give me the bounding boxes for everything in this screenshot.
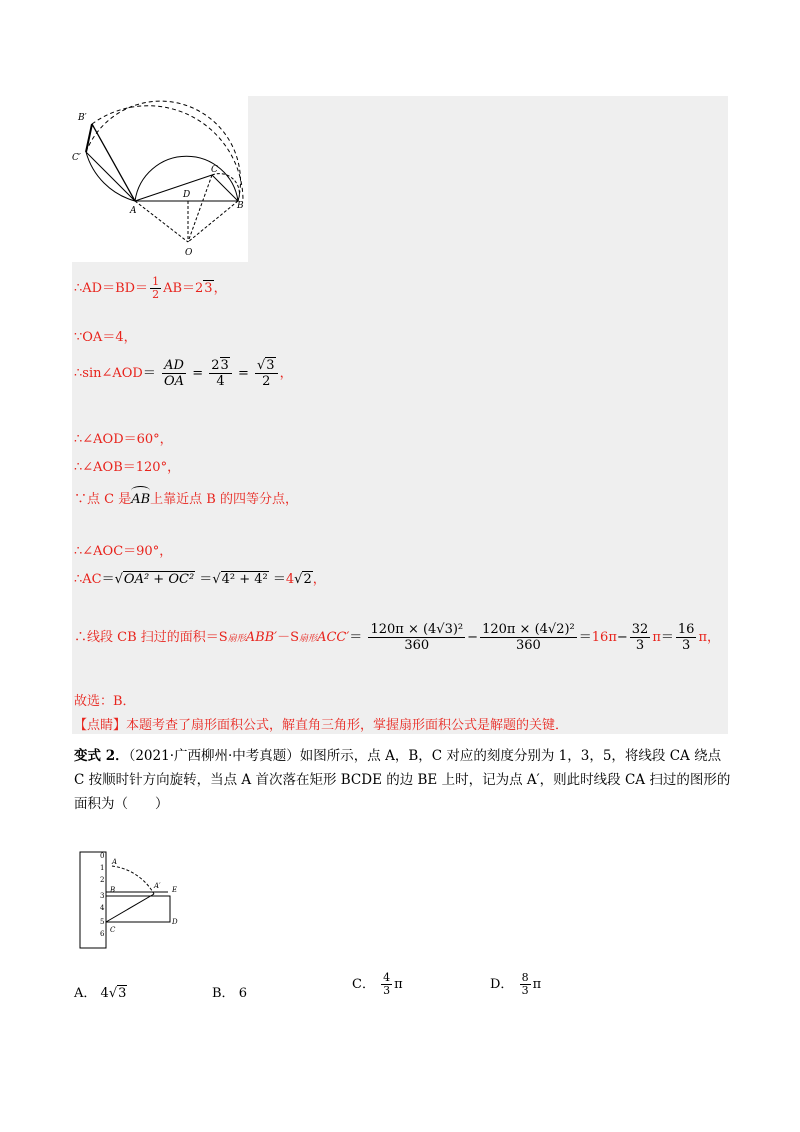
step-ad-bd: ∴AD＝BD＝ $\frac{1}{2}$ AB＝23， — [74, 275, 227, 301]
svg-text:5: 5 — [100, 918, 105, 926]
fig2-label-d: D — [172, 918, 178, 926]
label-o: O — [185, 248, 193, 258]
label-b-prime: B′ — [78, 113, 87, 123]
fig2-label-b: B — [110, 886, 116, 894]
svg-text:3: 3 — [100, 892, 105, 900]
problem-label: 变式 2． — [74, 748, 129, 764]
figure-ruler-rectangle — [72, 848, 192, 952]
fig2-label-a-prime: A′ — [154, 882, 161, 890]
fig2-label-c: C — [110, 926, 116, 934]
step-aoc-90: ∴∠AOC＝90°， — [74, 544, 173, 559]
label-b: B — [237, 201, 244, 211]
fig2-label-a: A — [112, 858, 118, 866]
label-a: A — [130, 206, 137, 216]
figure-sector-rotation — [72, 96, 248, 262]
option-c[interactable]: C． $\frac{4}{3}$ π — [352, 971, 403, 997]
comment-note: 【点睛】本题考查了扇形面积公式，解直角三角形，掌握扇形面积公式是解题的关键． — [74, 718, 569, 733]
svg-text:6: 6 — [100, 930, 105, 938]
fig2-label-e: E — [172, 886, 178, 894]
label-c: C — [211, 165, 218, 175]
step-c-quarter-point: ∵点 C 是AB上靠近点 B 的四等分点， — [74, 486, 298, 507]
step-aod-60: ∴∠AOD＝60°， — [74, 432, 173, 447]
svg-text:0: 0 — [100, 852, 105, 860]
label-c-prime: C′ — [72, 153, 81, 163]
label-d: D — [183, 190, 191, 200]
step-aob-120: ∴∠AOB＝120°， — [74, 460, 181, 475]
step-swept-area: ∴线段 CB 扫过的面积＝S扇形ABB′－S扇形ACC′＝ $\frac{\text{120π × (4√3)²}}{360}$ − $\frac{\text{120π × (4√2)²}}{360}$ ＝16π− $\frac{32}{3}$ π＝ $\frac{16}{3}$ π， — [74, 622, 720, 653]
step-sin-aod: ∴sin∠AOD＝ $\frac{AD}{OA}$ = $\frac{23}{4}$ = $\frac{√3}{2}$ ， — [74, 358, 293, 389]
svg-text:1: 1 — [100, 864, 105, 872]
option-a[interactable]: A． 4√3 — [74, 986, 127, 1001]
answer-line: 故选：B． — [74, 694, 136, 709]
problem-statement — [74, 744, 734, 816]
option-d[interactable]: D． $\frac{8}{3}$ π — [490, 971, 542, 997]
step-ac-length: ∴AC＝√OA² + OC² ＝√4² + 4² ＝4√2， — [74, 572, 326, 587]
step-oa: ∵OA＝4， — [74, 330, 137, 345]
svg-text:4: 4 — [100, 904, 105, 912]
option-b[interactable]: B． 6 — [212, 986, 247, 1001]
svg-text:2: 2 — [100, 876, 105, 884]
problem-text: （2021·广西柳州·中考真题）如图所示，点 A，B，C 对应的刻度分别为 1，3，5，将线段 CA 绕点 C 按顺时针方向旋转，当点 A 首次落在矩形 BCDE 的边 BE 上时，记为点 A′，则此时线段 CA 扫过的图形的面积为（ ） — [74, 748, 731, 812]
